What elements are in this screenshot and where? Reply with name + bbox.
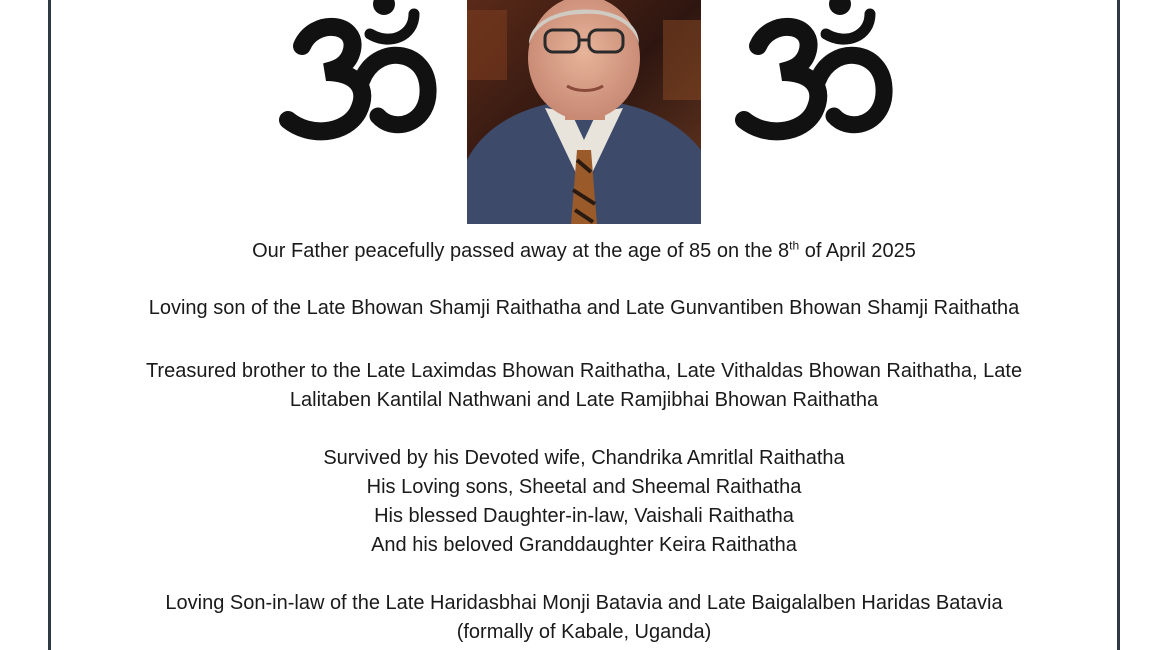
brother-paragraph xyxy=(52,357,1116,415)
in-law-line: (formally of Kabale, Uganda) xyxy=(456,621,712,643)
survived-line: And his beloved Granddaughter Keira Raithatha xyxy=(371,534,797,556)
son-of-line: Loving son of the Late Bhowan Shamji Raithatha and Late Gunvantiben Bhowan Shamji Raithatha xyxy=(148,297,1020,319)
portrait-photo xyxy=(467,0,701,224)
in-law-paragraph xyxy=(52,589,1116,647)
om-symbol-icon xyxy=(722,0,902,153)
brother-line: Lalitaben Kantilal Nathwani and Late Ramjibhai Bhowan Raithatha xyxy=(289,389,879,411)
survived-line: Survived by his Devoted wife, Chandrika Amritlal Raithatha xyxy=(323,447,845,469)
frame-border-left xyxy=(48,0,51,650)
announcement-text: Our Father peacefully passed away at the age of 85 on the 8 xyxy=(252,240,790,262)
survived-line: His Loving sons, Sheetal and Sheemal Raithatha xyxy=(366,476,802,498)
announcement-text-end: of April 2025 xyxy=(799,240,916,262)
brother-line: Treasured brother to the Late Laximdas Bhowan Raithatha, Late Vithaldas Bhowan Raithatha, Late xyxy=(145,360,1023,382)
survived-line: His blessed Daughter-in-law, Vaishali Raithatha xyxy=(374,505,794,527)
son-of-paragraph xyxy=(52,294,1116,323)
announcement-line xyxy=(52,237,1116,266)
survived-by-paragraph xyxy=(52,444,1116,560)
date-ordinal-suffix: th xyxy=(789,238,800,253)
frame-border-right xyxy=(1117,0,1120,650)
in-law-line: Loving Son-in-law of the Late Haridasbhai Monji Batavia and Late Baigalalben Haridas Batavia xyxy=(165,592,1003,614)
om-symbol-icon xyxy=(266,0,446,153)
